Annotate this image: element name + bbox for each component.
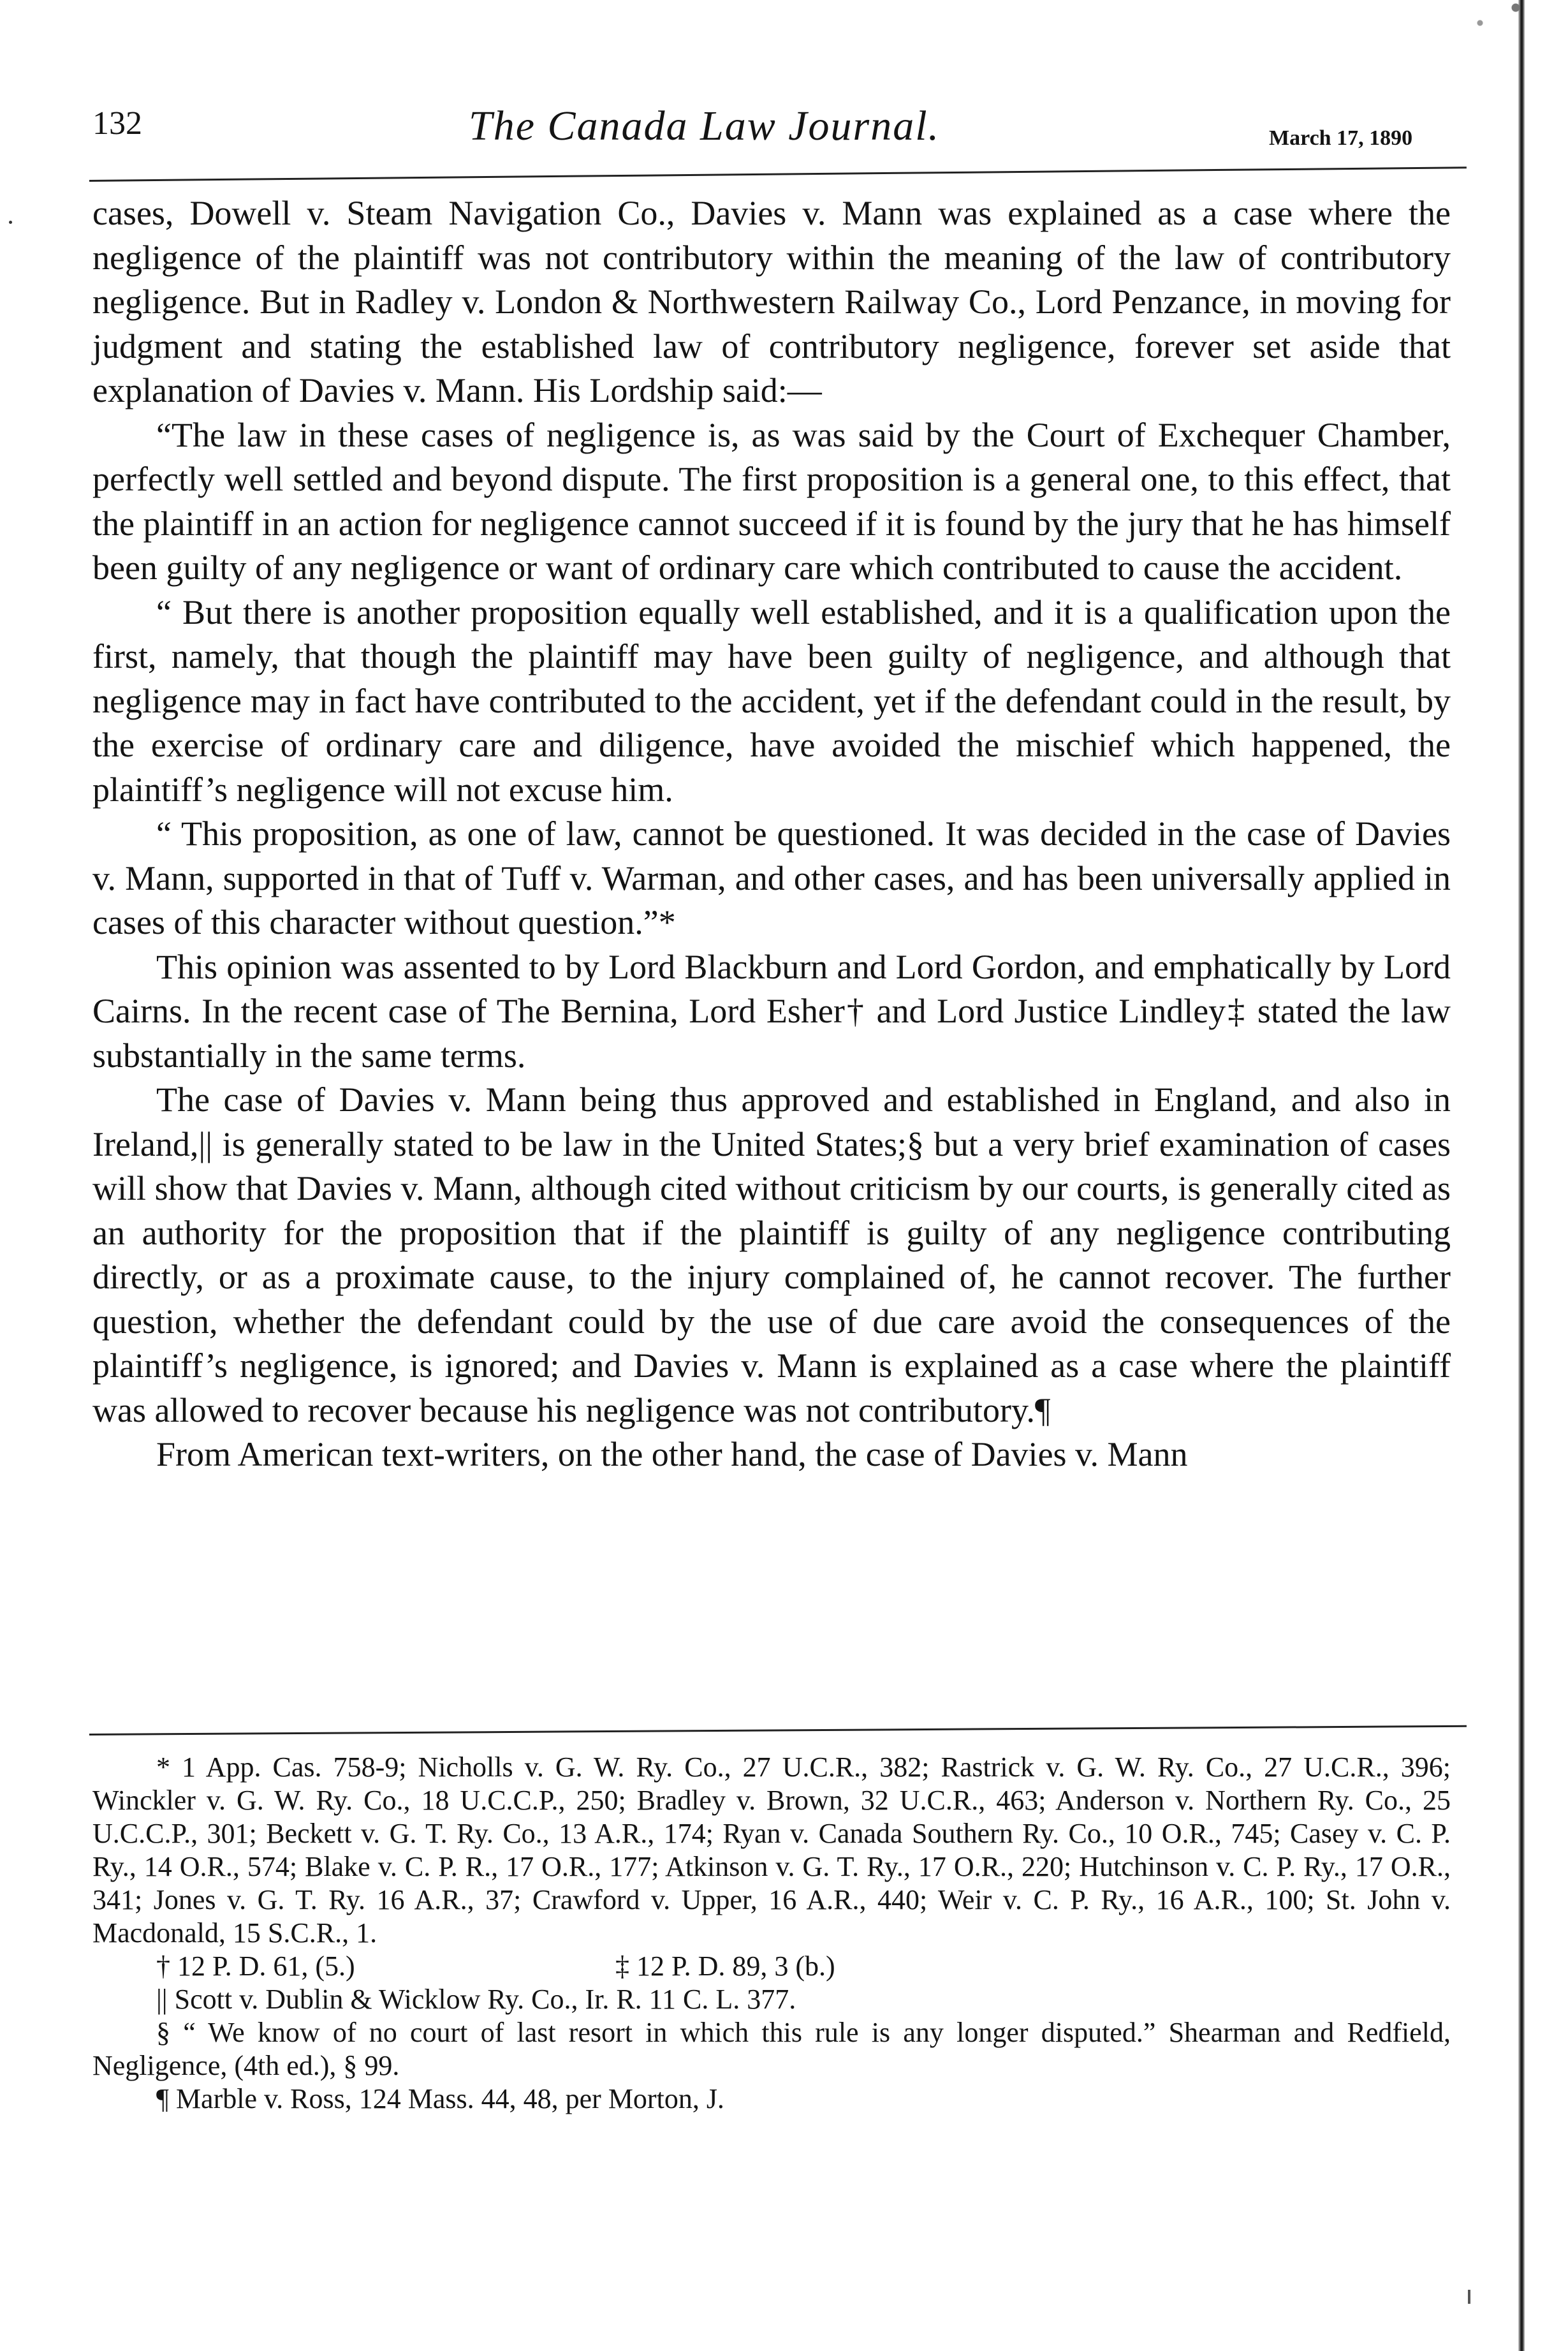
paragraph: “The law in these cases of negligence is, as was said by the Court of Exchequer Chamber, perfectly well settled and beyond dispute. The first proposition is a general one, to this effect, that the plaintiff in an action for negligence cannot succeed if it is found by the jury that he has himself been guilty of any negligence or want of ordinary care which contributed to cause the accident. <box>92 415 1451 587</box>
header-rule <box>89 166 1467 182</box>
paragraph: “ This proposition, as one of law, cannot be questioned. It was decided in the case of Davies v. Mann, supported in that of Tuff v. Warman, and other cases, and has been universally applied in cases of this character without question.”* <box>92 814 1451 941</box>
footnote: § “ We know of no court of last resort in which this rule is any longer disputed.” Shearman and Redfield, Negligence, (4th ed.), § 99. <box>92 2017 1451 2081</box>
footnote: ¶ Marble v. Ross, 124 Mass. 44, 48, per Morton, J. <box>156 2083 724 2114</box>
page-binding-edge <box>1518 0 1525 2351</box>
article-body <box>92 191 1451 1477</box>
footnotes <box>92 1751 1451 2116</box>
margin-mark <box>1468 2290 1470 2304</box>
journal-title: The Canada Law Journal. <box>469 103 941 149</box>
margin-mark <box>9 221 12 224</box>
paragraph: From American text-writers, on the other hand, the case of Davies v. Mann <box>156 1435 1188 1473</box>
scan-speck <box>1453 0 1542 38</box>
issue-date: March 17, 1890 <box>1269 126 1413 150</box>
footnote: ‡ 12 P. D. 89, 3 (b.) <box>615 1950 835 1982</box>
running-header <box>92 96 1463 159</box>
footnote: † 12 P. D. 61, (5.) <box>156 1950 355 1982</box>
footnote: * 1 App. Cas. 758-9; Nicholls v. G. W. Ry. Co., 27 U.C.R., 382; Rastrick v. G. W. Ry. Co., 27 U.C.R., 396; Winckler v. G. W. Ry. Co., 18 U.C.C.P., 250; Bradley v. Brown, 32 U.C.R., 463; Anderson v. Northern Ry. Co., 25 U.C.C.P., 301; Beckett v. G. T. Ry. Co., 13 A.R., 174; Ryan v. Canada Southern Ry. Co., 10 O.R., 745; Casey v. C. P. Ry., 14 O.R., 574; Blake v. C. P. R., 17 O.R., 177; Atkinson v. G. T. Ry., 17 O.R., 220; Hutchinson v. C. P. Ry., 17 O.R., 341; Jones v. G. T. Ry. 16 A.R., 37; Crawford v. Upper, 16 A.R., 440; Weir v. C. P. Ry., 16 A.R., 100; St. John v. Macdonald, 15 S.C.R., 1. <box>92 1751 1451 1949</box>
paragraph: This opinion was assented to by Lord Blackburn and Lord Gordon, and emphatically by Lord Cairns. In the recent case of The Bernina, Lord Esher† and Lord Justice Lindley‡ stated the law substantially in the same terms. <box>92 947 1451 1075</box>
footnote-rule <box>89 1725 1467 1736</box>
paragraph: cases, Dowell v. Steam Navigation Co., Davies v. Mann was explained as a case where the negligence of the plaintiff was not contributory within the meaning of the law of contributory negligence. But in Radley v. London & Northwestern Railway Co., Lord Penzance, in moving for judgment and stating the established law of contributory negligence, forever set aside that explanation of Davies v. Mann. His Lordship said:— <box>92 194 1451 409</box>
paragraph: The case of Davies v. Mann being thus approved and established in England, and also in Ireland,|| is generally stated to be law in the United States;§ but a very brief examination of cases will show that Davies v. Mann, although cited without criticism by our courts, is generally cited as an authority for the proposition that if the plaintiff is guilty of any negligence contributing directly, or as a proximate cause, to the injury complained of, he cannot recover. The further question, whether the defendant could by the use of due care avoid the consequences of the plaintiff’s negligence, is ignored; and Davies v. Mann is explained as a case where the plaintiff was allowed to recover because his negligence was not contributory.¶ <box>92 1080 1451 1429</box>
page-number: 132 <box>92 105 142 142</box>
footnote-pair <box>92 1950 1451 1983</box>
footnote: || Scott v. Dublin & Wicklow Ry. Co., Ir. R. 11 C. L. 377. <box>156 1984 796 2015</box>
paragraph: “ But there is another proposition equally well established, and it is a qualification upon the first, namely, that though the plaintiff may have been guilty of negligence, and although that negligence may in fact have contributed to the accident, yet if the defendant could in the result, by the exercise of ordinary care and diligence, have avoided the mischief which happened, the plaintiff’s negligence will not excuse him. <box>92 593 1451 809</box>
